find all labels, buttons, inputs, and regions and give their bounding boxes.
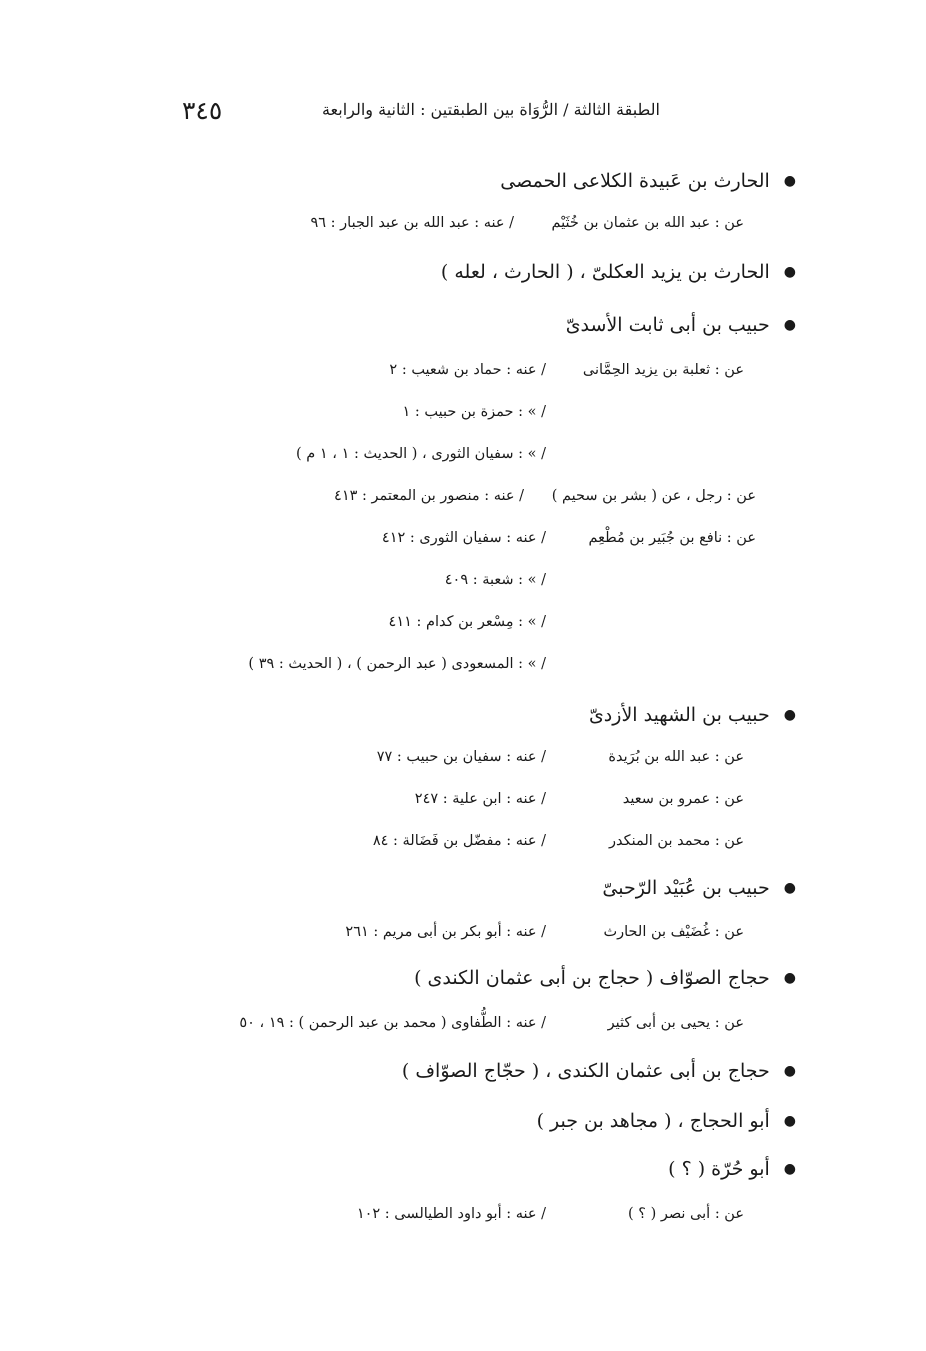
ref-from: عن : ثعلبة بن يزيد الحِمَّانى	[582, 362, 744, 378]
ref-to: / عنه : سفيان بن حبيب : ٧٧	[376, 749, 546, 765]
ref-from: عن : أبى نصر ( ؟ )	[628, 1206, 744, 1222]
ref-to: / عنه : أبو بكر بن أبى مريم : ٢٦١	[345, 924, 546, 940]
reference-line	[334, 488, 756, 504]
ref-from: عن : عبد الله بن عثمان بن خُثَيْم	[551, 215, 744, 231]
entry-name: حبيب بن أبى ثابت الأسدىّ	[565, 314, 770, 336]
reference-line	[357, 1206, 744, 1222]
reference-line	[296, 446, 546, 462]
bullet-icon: ●	[783, 1113, 796, 1129]
entry-name: الحارث بن عَبيدة الكلاعى الحمصى	[500, 170, 770, 192]
ref-to: / عنه : منصور بن المعتمر : ٤١٣	[334, 488, 524, 504]
ref-from: عن : يحيى بن أبى كثير	[607, 1015, 744, 1031]
entry-heading	[402, 1060, 796, 1082]
entry-name: حبيب بن الشهيد الأزدىّ	[588, 704, 770, 726]
ref-to: / عنه : عبد الله بن عبد الجبار : ٩٦	[310, 215, 514, 231]
ref-to: / » : سفيان الثورى ، ( الحديث : ١ ، ١ م )	[296, 446, 546, 462]
bullet-icon: ●	[783, 880, 796, 896]
reference-line	[239, 1015, 744, 1031]
reference-line	[389, 614, 546, 630]
ref-to: / عنه : أبو داود الطيالسى : ١٠٢	[356, 1206, 546, 1222]
ref-from: عن : عمرو بن سعيد	[622, 791, 744, 807]
running-title: الطبقة الثالثة / الرُّوَاة بين الطبقتين : الثانية والرابعة	[321, 100, 660, 119]
entry-name: حبيب بن عُبَيْد الرّحبىّ	[602, 877, 770, 899]
ref-to: / » : المسعودى ( عبد الرحمن ) ، ( الحديث : ٣٩ )	[248, 656, 546, 672]
bullet-icon: ●	[783, 707, 796, 723]
reference-line	[415, 791, 744, 807]
ref-to: / عنه : ابن علية : ٢٤٧	[414, 791, 546, 807]
reference-line	[377, 749, 744, 765]
ref-from: عن : غُضَيْف بن الحارث	[603, 924, 744, 940]
ref-to: / عنه : سفيان الثورى : ٤١٢	[381, 530, 546, 546]
entry-heading	[668, 1158, 796, 1180]
ref-from: عن : محمد بن المنكدر	[608, 833, 744, 849]
reference-line	[402, 404, 546, 420]
bullet-icon: ●	[783, 1063, 796, 1079]
entry-name: أبو حُرّة ( ؟ )	[668, 1158, 770, 1180]
entry-heading	[414, 967, 796, 989]
entry-heading	[566, 314, 796, 336]
reference-line	[311, 215, 745, 231]
entry-heading	[500, 170, 796, 192]
bullet-icon: ●	[783, 970, 796, 986]
reference-line	[382, 530, 756, 546]
reference-line	[345, 924, 744, 940]
entry-name: الحارث بن يزيد العكلىّ ، ( الحارث ، لعله )	[440, 261, 770, 283]
ref-to: / » : حمزة بن حبيب : ١	[402, 404, 546, 420]
ref-from: عن : رجل ، عن ( بشر بن سحيم )	[551, 488, 756, 504]
page-number: ٣٤٥	[182, 96, 223, 125]
entry-name: حجاج بن أبى عثمان الكندى ، ( حجّاج الصوّاف )	[401, 1060, 770, 1082]
entry-name: حجاج الصوّاف ( حجاج بن أبى عثمان الكندى )	[414, 967, 770, 989]
entry-heading	[537, 1110, 796, 1132]
ref-to: / عنه : حماد بن شعيب : ٢	[389, 362, 546, 378]
ref-to: / عنه : مفضّل بن فَضَالة : ٨٤	[372, 833, 546, 849]
ref-to: / » : مِسْعر بن كدام : ٤١١	[388, 614, 546, 630]
entry-heading	[441, 261, 796, 283]
bullet-icon: ●	[783, 264, 796, 280]
ref-from: عن : نافع بن جُبَير بن مُطْعِم	[588, 530, 756, 546]
reference-line	[445, 572, 546, 588]
reference-line	[389, 362, 744, 378]
reference-line	[373, 833, 744, 849]
ref-to: / » : شعبة : ٤٠٩	[444, 572, 546, 588]
entry-heading	[602, 877, 796, 899]
ref-from: عن : عبد الله بن بُرَيدة	[608, 749, 744, 765]
entry-name: أبو الحجاج ، ( مجاهد بن جبر )	[536, 1110, 770, 1132]
bullet-icon: ●	[783, 1161, 796, 1177]
reference-line	[248, 656, 546, 672]
bullet-icon: ●	[783, 173, 796, 189]
bullet-icon: ●	[783, 317, 796, 333]
entry-heading	[589, 704, 796, 726]
ref-to: / عنه : الطُّفاوى ( محمد بن عبد الرحمن ) : ١٩ ، ٥٠	[239, 1015, 546, 1031]
